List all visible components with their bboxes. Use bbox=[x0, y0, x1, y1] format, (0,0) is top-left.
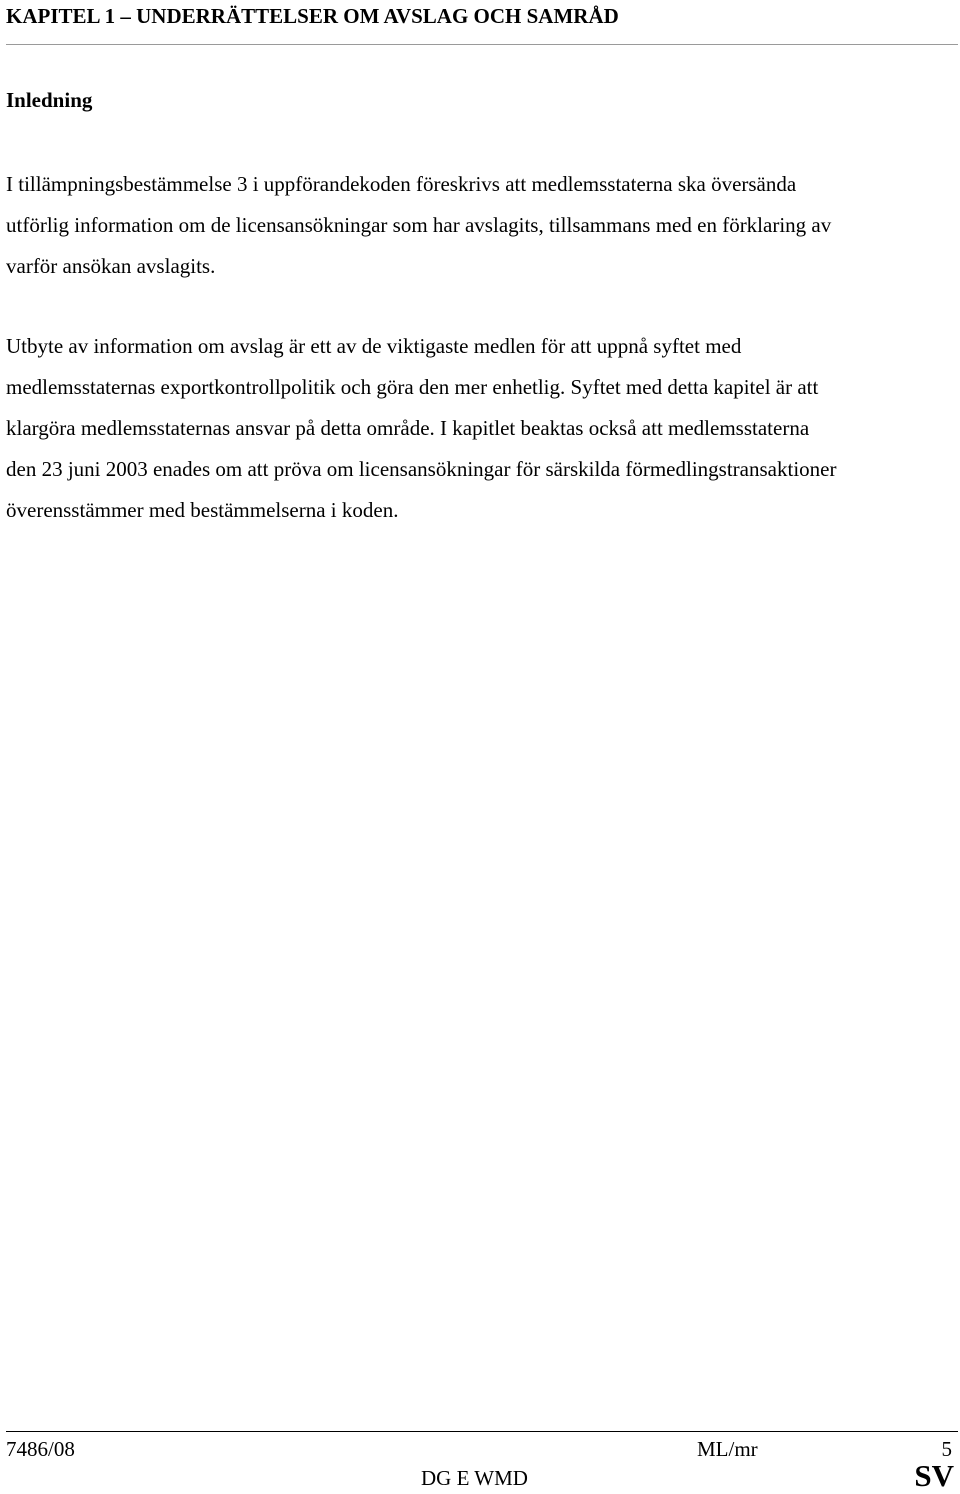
paragraph-intro bbox=[6, 164, 956, 287]
paragraph-line: klargöra medlemsstaternas ansvar på detta område. I kapitlet beaktas också att medlemsstaterna bbox=[6, 416, 810, 440]
language-code: SV bbox=[914, 1458, 954, 1493]
paragraph-line: överensstämmer med bestämmelserna i koden. bbox=[6, 498, 399, 522]
chapter-title: KAPITEL 1 – UNDERRÄTTELSER OM AVSLAG OCH SAMRÅD bbox=[6, 4, 619, 28]
page-number: 5 bbox=[941, 1437, 952, 1461]
document-reference: 7486/08 bbox=[6, 1437, 75, 1461]
paragraph-line: varför ansökan avslagits. bbox=[6, 254, 216, 278]
footer-divider bbox=[6, 1431, 958, 1432]
section-heading: Inledning bbox=[6, 88, 93, 112]
directorate-label: DG E WMD bbox=[421, 1466, 528, 1490]
paragraph-line: I tillämpningsbestämmelse 3 i uppförandekoden föreskrivs att medlemsstaterna ska översända bbox=[6, 172, 797, 196]
paragraph-purpose bbox=[6, 326, 956, 531]
author-initials: ML/mr bbox=[697, 1437, 758, 1461]
paragraph-line: Utbyte av information om avslag är ett av de viktigaste medlen för att uppnå syftet med bbox=[6, 334, 742, 358]
paragraph-line: utförlig information om de licensansökningar som har avslagits, tillsammans med en förklaring av bbox=[6, 213, 832, 237]
paragraph-line: den 23 juni 2003 enades om att pröva om licensansökningar för särskilda förmedlingstransaktioner bbox=[6, 457, 837, 481]
paragraph-line: medlemsstaternas exportkontrollpolitik och göra den mer enhetlig. Syftet med detta kapitel är att bbox=[6, 375, 819, 399]
header-divider bbox=[6, 44, 958, 45]
